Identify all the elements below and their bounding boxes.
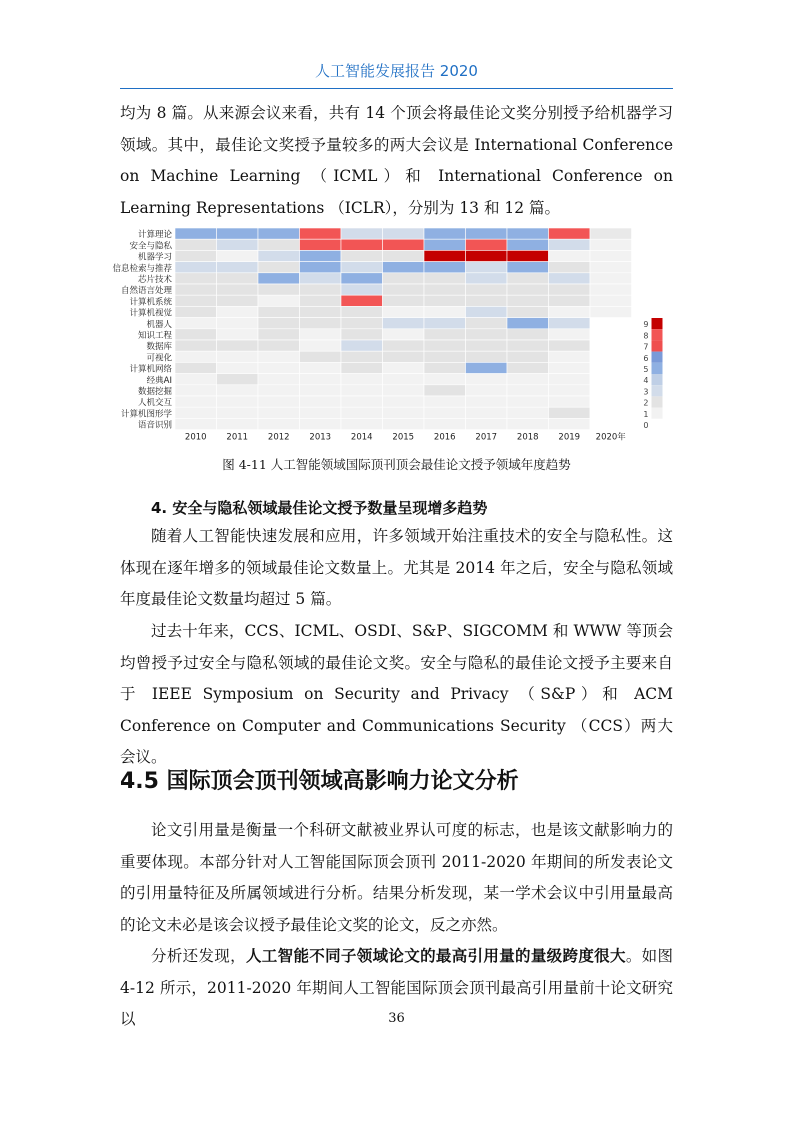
heatmap-cell: [549, 351, 591, 362]
heatmap-cell: [175, 418, 217, 429]
heatmap-cell: [300, 329, 342, 340]
heatmap-cell: [466, 329, 508, 340]
heatmap-cell: [383, 340, 425, 351]
heatmap-cell: [258, 351, 300, 362]
heatmap-cell: [466, 351, 508, 362]
row-label: 经典AI: [146, 375, 172, 386]
colorbar-swatch: [652, 363, 663, 374]
header-rule: [120, 88, 673, 89]
heatmap-cell: [466, 407, 508, 418]
heatmap-cell: [341, 396, 383, 407]
heatmap-cell: [507, 250, 549, 261]
heatmap-cell: [507, 385, 549, 396]
heatmap-cell: [466, 239, 508, 250]
heatmap-cell: [383, 329, 425, 340]
heatmap-cell: [383, 318, 425, 329]
colorbar-tick: 4: [643, 376, 649, 386]
row-label: 芯片技术: [137, 275, 172, 285]
heatmap-cell: [175, 228, 217, 239]
heatmap-cell: [175, 284, 217, 295]
heatmap-cell: [507, 374, 549, 385]
heatmap-cell: [258, 329, 300, 340]
heatmap-cell: [424, 295, 466, 306]
page-number: 36: [388, 1011, 405, 1026]
heatmap-cell: [300, 362, 342, 373]
heatmap-cell: [258, 340, 300, 351]
heatmap-cell: [175, 362, 217, 373]
heatmap-cell: [590, 318, 632, 329]
heatmap-cell: [424, 385, 466, 396]
heatmap-cell: [341, 362, 383, 373]
heatmap-cell: [258, 239, 300, 250]
heatmap-cell: [549, 250, 591, 261]
paragraph-intro: 均为 8 篇。从来源会议来看，共有 14 个顶会将最佳论文奖分别授予给机器学习领域。其中，最佳论文奖授予量较多的两大会议是 International Conference on Machine Learning （ICML）和 International Conference on Learning Representations （ICLR），分别为 13 和 12 篇。: [120, 104, 673, 217]
heatmap-cell: [383, 396, 425, 407]
heatmap-cell: [424, 284, 466, 295]
colorbar-swatch: [652, 329, 663, 340]
heatmap-cell: [507, 239, 549, 250]
heatmap-cell: [258, 318, 300, 329]
heatmap-cell: [175, 295, 217, 306]
heatmap-cell: [549, 340, 591, 351]
heatmap-cell: [341, 284, 383, 295]
colorbar-swatch: [652, 374, 663, 385]
heatmap-cell: [175, 385, 217, 396]
heatmap-cell: [590, 250, 632, 261]
colorbar-tick: 1: [643, 409, 649, 419]
column-label: 2015: [392, 432, 415, 443]
heatmap-cell: [175, 396, 217, 407]
colorbar-swatch: [652, 408, 663, 419]
heatmap-cell: [383, 306, 425, 317]
heatmap-cell: [466, 318, 508, 329]
heatmap-cell: [466, 362, 508, 373]
heatmap-cell: [217, 295, 259, 306]
colorbar-tick: 0: [643, 421, 649, 430]
heatmap-cell: [258, 306, 300, 317]
colorbar-tick: 3: [643, 387, 649, 397]
heatmap-cell: [590, 340, 632, 351]
heatmap-cell: [258, 284, 300, 295]
heatmap-cell: [217, 228, 259, 239]
column-label: 2014: [350, 432, 373, 443]
colorbar-swatch: [652, 318, 663, 329]
heatmap-cell: [466, 340, 508, 351]
heatmap-cell: [549, 284, 591, 295]
heatmap-cell: [549, 407, 591, 418]
heatmap-cell: [549, 329, 591, 340]
heatmap-cell: [590, 329, 632, 340]
heatmap-cell: [549, 306, 591, 317]
heatmap-cell: [217, 250, 259, 261]
heatmap-cell: [175, 329, 217, 340]
heatmap-cell: [507, 362, 549, 373]
heatmap-cell: [341, 318, 383, 329]
colorbar-tick: 5: [643, 365, 649, 374]
heatmap-cell: [175, 273, 217, 284]
heatmap-cell: [383, 418, 425, 429]
row-label: 知识工程: [137, 331, 172, 341]
heatmap-cell: [258, 385, 300, 396]
column-label: 2016: [433, 432, 456, 443]
column-label: 2010: [184, 432, 207, 443]
section-title: 4.5 国际顶会顶刊领域高影响力论文分析: [120, 769, 519, 794]
heatmap-cell: [590, 362, 632, 373]
row-label: 机器学习: [137, 252, 172, 263]
heatmap-cell: [383, 262, 425, 273]
report-header: 人工智能发展报告 2020: [315, 62, 478, 80]
heatmap-cell: [300, 306, 342, 317]
heatmap-cell: [300, 407, 342, 418]
heatmap-cell: [590, 396, 632, 407]
heatmap-cell: [590, 351, 632, 362]
heatmap-cell: [258, 396, 300, 407]
heatmap-cell: [300, 273, 342, 284]
heatmap-cell: [217, 374, 259, 385]
row-label: 可视化: [146, 353, 172, 364]
heatmap-cell: [258, 273, 300, 284]
heatmap-cell: [590, 418, 632, 429]
heatmap-cell: [424, 374, 466, 385]
heatmap-cell: [383, 374, 425, 385]
row-label: 自然语言处理: [120, 286, 172, 297]
heatmap-cell: [466, 262, 508, 273]
row-label: 安全与隐私: [129, 241, 172, 252]
heatmap-cell: [217, 407, 259, 418]
row-label: 计算机视觉: [129, 308, 172, 319]
heatmap-cell: [549, 385, 591, 396]
heatmap-cell: [258, 362, 300, 373]
heatmap-cell: [300, 374, 342, 385]
colorbar-tick: 8: [643, 331, 649, 341]
row-label: 语音识别: [137, 420, 172, 431]
heatmap-cell: [217, 284, 259, 295]
heatmap-cell: [590, 385, 632, 396]
colorbar-swatch: [652, 352, 663, 363]
column-label: 2018: [516, 432, 539, 443]
column-label: 2019: [558, 432, 581, 443]
heatmap-cell: [258, 228, 300, 239]
heatmap-cell: [549, 396, 591, 407]
heatmap-cell: [466, 306, 508, 317]
heatmap-cell: [217, 362, 259, 373]
heatmap-cell: [341, 306, 383, 317]
heatmap-cell: [217, 385, 259, 396]
heatmap-cell: [217, 340, 259, 351]
heatmap-cell: [383, 239, 425, 250]
heatmap-cell: [549, 239, 591, 250]
heatmap-cell: [549, 418, 591, 429]
heatmap-cell: [466, 385, 508, 396]
heatmap-cell: [341, 385, 383, 396]
heatmap-cell: [217, 329, 259, 340]
heatmap-cell: [590, 273, 632, 284]
heatmap-cell: [549, 273, 591, 284]
heatmap-cell: [217, 273, 259, 284]
p5-text-b: 。如图 4-12 所示，2011-2020 年期间人工智能国际顶会顶刊最高引用量前十论文研究以: [120, 947, 673, 1028]
heatmap-cell: [300, 340, 342, 351]
heatmap-cell: [507, 407, 549, 418]
heatmap-cell: [590, 407, 632, 418]
heatmap-cell: [341, 295, 383, 306]
heatmap-cell: [383, 228, 425, 239]
colorbar-tick: 9: [643, 320, 649, 330]
heatmap-cell: [590, 228, 632, 239]
heatmap-cell: [424, 306, 466, 317]
subheading-security: 4. 安全与隐私领域最佳论文授予数量呈现增多趋势: [151, 499, 488, 517]
heatmap-cell: [217, 239, 259, 250]
heatmap-cell: [424, 351, 466, 362]
heatmap-cell: [590, 306, 632, 317]
row-label: 计算理论: [137, 230, 172, 241]
colorbar-tick: 2: [643, 398, 649, 408]
heatmap-cell: [341, 374, 383, 385]
heatmap-cell: [383, 295, 425, 306]
heatmap-cell: [258, 407, 300, 418]
heatmap-cell: [507, 306, 549, 317]
heatmap-cell: [341, 239, 383, 250]
heatmap-cell: [300, 228, 342, 239]
row-label: 数据挖掘: [137, 387, 172, 397]
row-label: 数据库: [146, 342, 172, 353]
heatmap-cell: [300, 418, 342, 429]
heatmap-cell: [507, 295, 549, 306]
heatmap-cell: [217, 262, 259, 273]
heatmap-cell: [175, 374, 217, 385]
heatmap-cell: [341, 262, 383, 273]
heatmap-cell: [383, 250, 425, 261]
heatmap-cell: [549, 362, 591, 373]
heatmap-cell: [507, 318, 549, 329]
heatmap-cell: [341, 329, 383, 340]
heatmap-cell: [424, 418, 466, 429]
row-label: 计算机系统: [129, 297, 172, 308]
heatmap-cell: [300, 396, 342, 407]
column-label: 2011: [226, 432, 249, 443]
heatmap-cell: [424, 318, 466, 329]
column-label: 2013: [309, 432, 332, 443]
heatmap-cell: [175, 407, 217, 418]
heatmap-cell: [175, 351, 217, 362]
p5-bold-text: 人工智能不同子领域论文的最高引用量的量级跨度很大: [245, 947, 626, 965]
colorbar-tick: 6: [643, 353, 649, 363]
heatmap-cell: [466, 374, 508, 385]
heatmap-cell: [341, 418, 383, 429]
heatmap-cell: [507, 396, 549, 407]
heatmap-cell: [424, 329, 466, 340]
heatmap-cell: [258, 295, 300, 306]
heatmap-cell: [175, 340, 217, 351]
heatmap-cell: [217, 318, 259, 329]
heatmap-cell: [466, 295, 508, 306]
heatmap-cell: [258, 418, 300, 429]
heatmap-cell: [175, 262, 217, 273]
heatmap-cell: [341, 228, 383, 239]
heatmap-cell: [383, 284, 425, 295]
heatmap-cell: [341, 273, 383, 284]
colorbar-swatch: [652, 340, 663, 351]
row-label: 机器人: [146, 319, 172, 330]
column-label: 2020年: [595, 432, 626, 443]
heatmap-cell: [466, 228, 508, 239]
heatmap-cell: [507, 273, 549, 284]
heatmap-cell: [424, 362, 466, 373]
heatmap-cell: [300, 318, 342, 329]
paragraph-security-trend: 随着人工智能快速发展和应用，许多领域开始注重技术的安全与隐私性。这体现在逐年增多的领域最佳论文数量上。尤其是 2014 年之后，安全与隐私领域年度最佳论文数量均超过 5 篇。: [120, 527, 673, 608]
heatmap-cell: [590, 284, 632, 295]
heatmap-cell: [300, 250, 342, 261]
heatmap-cell: [383, 362, 425, 373]
heatmap-cell: [507, 329, 549, 340]
colorbar-swatch: [652, 385, 663, 396]
heatmap-cell: [466, 250, 508, 261]
heatmap-cell: [341, 250, 383, 261]
paragraph-security-conferences: 过去十年来，CCS、ICML、OSDI、S&P、SIGCOMM 和 WWW 等顶会均曾授予过安全与隐私领域的最佳论文奖。安全与隐私的最佳论文授予主要来自于 IEEE Symposium on Security and Privacy （S&P）和 ACM Conference on Computer and Communications Security （CCS）两大会议。: [120, 622, 673, 766]
heatmap-cell: [466, 284, 508, 295]
heatmap-cell: [549, 374, 591, 385]
heatmap-cell: [258, 262, 300, 273]
heatmap-cell: [383, 273, 425, 284]
heatmap-cell: [466, 396, 508, 407]
heatmap-cell: [175, 306, 217, 317]
figure-caption: 图 4-11 人工智能领域国际顶刊顶会最佳论文授予领域年度趋势: [222, 457, 571, 472]
heatmap-cell: [217, 351, 259, 362]
heatmap-cell: [217, 306, 259, 317]
column-label: 2012: [267, 432, 290, 443]
column-label: 2017: [475, 432, 498, 443]
best-paper-heatmap: [110, 226, 670, 444]
heatmap-cell: [217, 396, 259, 407]
row-label: 计算机图形学: [120, 409, 172, 420]
heatmap-cell: [507, 340, 549, 351]
heatmap-cell: [424, 273, 466, 284]
heatmap-cell: [175, 239, 217, 250]
heatmap-cell: [590, 374, 632, 385]
heatmap-cell: [300, 295, 342, 306]
heatmap-cell: [424, 407, 466, 418]
heatmap-cell: [424, 396, 466, 407]
heatmap-cell: [424, 340, 466, 351]
heatmap-cell: [383, 351, 425, 362]
heatmap-cell: [590, 239, 632, 250]
heatmap-cell: [341, 340, 383, 351]
heatmap-cell: [549, 295, 591, 306]
heatmap-cell: [507, 284, 549, 295]
heatmap-cell: [300, 284, 342, 295]
heatmap-cell: [507, 418, 549, 429]
heatmap-cell: [507, 228, 549, 239]
row-label: 人机交互: [137, 398, 172, 409]
heatmap-cell: [383, 407, 425, 418]
heatmap-cell: [300, 351, 342, 362]
colorbar-swatch: [652, 419, 663, 430]
heatmap-cell: [217, 418, 259, 429]
heatmap-cell: [424, 262, 466, 273]
heatmap-cell: [424, 239, 466, 250]
heatmap-cell: [466, 273, 508, 284]
heatmap-cell: [175, 250, 217, 261]
heatmap-cell: [424, 250, 466, 261]
heatmap-cell: [590, 262, 632, 273]
heatmap-cell: [258, 374, 300, 385]
heatmap-cell: [300, 239, 342, 250]
colorbar-tick: 7: [643, 342, 649, 352]
heatmap-cell: [175, 318, 217, 329]
heatmap-cell: [507, 351, 549, 362]
row-label: 信息检索与推荐: [112, 263, 172, 274]
colorbar-swatch: [652, 396, 663, 407]
paragraph-citation: 论文引用量是衡量一个科研文献被业界认可度的标志，也是该文献影响力的重要体现。本部分针对人工智能国际顶会顶刊 2011-2020 年期间的所发表论文的引用量特征及所属领域进行分析。结果分析发现，某一学术会议中引用量最高的论文未必是该会议授予最佳论文奖的论文，反之亦然。: [120, 821, 673, 934]
heatmap-cell: [590, 295, 632, 306]
heatmap-cell: [341, 407, 383, 418]
heatmap-cell: [300, 385, 342, 396]
heatmap-cell: [341, 351, 383, 362]
heatmap-cell: [424, 228, 466, 239]
heatmap-cell: [300, 262, 342, 273]
heatmap-cell: [549, 318, 591, 329]
row-label: 计算机网络: [129, 364, 172, 375]
heatmap-cell: [549, 228, 591, 239]
heatmap-cell: [507, 262, 549, 273]
heatmap-cell: [549, 262, 591, 273]
heatmap-cell: [466, 418, 508, 429]
heatmap-cell: [258, 250, 300, 261]
p5-text-a: 分析还发现，: [151, 947, 246, 965]
heatmap-cell: [383, 385, 425, 396]
